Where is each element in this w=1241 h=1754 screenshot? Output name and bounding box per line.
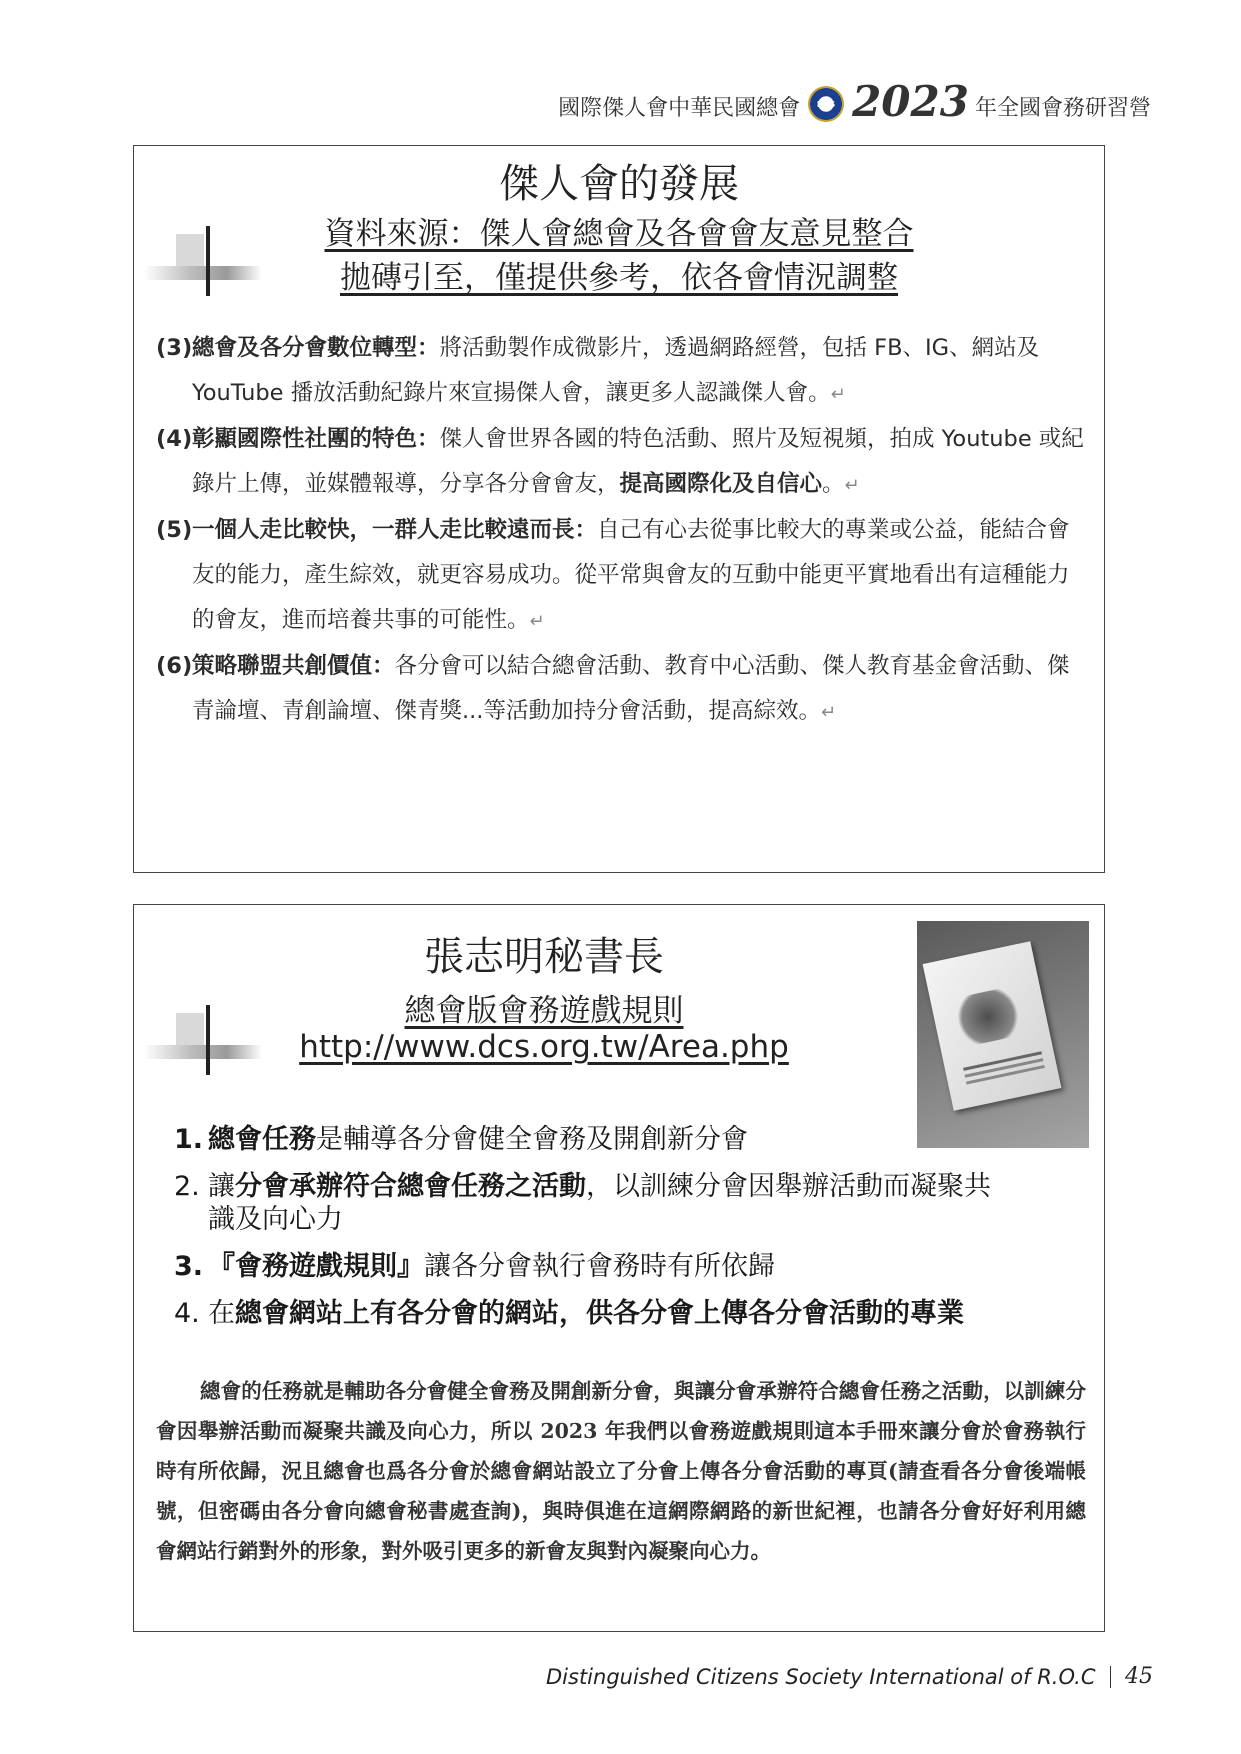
slide-subtitle-source: 資料來源：傑人會總會及各會會友意見整合 (324, 216, 914, 252)
list-item (156, 508, 1086, 644)
list-item (174, 1170, 994, 1236)
item-emphasis: 『會務遊戲規則』 (208, 1251, 424, 1282)
slide-rules (133, 904, 1105, 1632)
item-text: 傑人會世界各國的特色活動、照片及短視頻，拍成 Youtube 或紀錄片上傳，並媒體報導，分享各分會會友， (192, 426, 1084, 497)
development-list (156, 326, 1086, 735)
item-tail: 。 (822, 471, 845, 497)
list-item (174, 1297, 994, 1330)
item-text: 自己有心去從事比較大的專業或公益，能結合會友的能力，產生綜效，就更容易成功。從平常與會友的互動中能更平實地看出有這種能力的會友，進而培養共事的可能性。 (192, 517, 1070, 633)
header-org-name: 國際傑人會中華民國總會 (558, 96, 801, 121)
item-number: 3. (174, 1251, 204, 1282)
rules-paragraph: 總會的任務就是輔助各分會健全會務及開創新分會，與讓分會承辦符合總會任務之活動，以訓練分會因舉辦活動而凝聚共識及向心力，所以 2023 年我們以會務遊戲規則這本手冊來讓分會於會務執行時有所依歸，況且總會也爲各分會於總會網站設立了分會上傳各分會活動的專頁(請查看各分會後端帳號，但密碼由各分會向總會秘書處查詢)，與時俱進在這網際網路的新世紀裡，也請各分會好好利用總會網站行銷對外的形象，對外吸引更多的新會友與對內凝聚向心力。 (156, 1379, 1086, 1563)
item-number: 4. (174, 1298, 200, 1329)
list-item (174, 1123, 994, 1156)
dcs-logo-icon (808, 86, 844, 122)
item-emphasis: 分會承辦符合總會任務之活動 (235, 1171, 586, 1202)
item-text: ，以訓練分會因舉辦活動而凝聚共識及向心力 (208, 1171, 991, 1235)
item-number: (5) (156, 517, 193, 543)
item-text: 讓 (208, 1171, 235, 1202)
item-text: 各分會可以結合總會活動、教育中心活動、傑人教育基金會活動、傑青論壇、青創論壇、傑青獎...等活動加持分會活動，提高綜效。 (192, 653, 1070, 724)
item-number: 1. (174, 1124, 204, 1155)
item-emphasis: 總會網站上有各分會的網站，供各分會上傳各分會活動的專業 (235, 1298, 964, 1329)
slide-title: 張志明秘書長 (424, 934, 664, 980)
item-number: (4) (156, 426, 193, 452)
item-emphasis: 提高國際化及自信心 (619, 471, 823, 497)
return-mark-icon: ↵ (820, 702, 837, 723)
footer-org-name: Distinguished Citizens Society International of R.O.C (546, 1664, 1096, 1689)
return-mark-icon: ↵ (844, 475, 860, 496)
item-emphasis: 總會任務 (208, 1124, 316, 1155)
logo-text: DCS (816, 99, 836, 109)
list-item (156, 326, 1086, 417)
page-number: 45 (1125, 1664, 1153, 1689)
return-mark-icon: ↵ (830, 384, 846, 405)
slide-subtitle-url: http://www.dcs.org.tw/Area.php (299, 1029, 789, 1065)
slide-title: 傑人會的發展 (499, 161, 739, 207)
item-text: 在 (208, 1298, 235, 1329)
item-text: 讓各分會執行會務時有所依歸 (424, 1251, 775, 1282)
item-number: (3) (156, 335, 193, 361)
return-mark-icon: ↵ (529, 611, 545, 632)
footer-divider (1110, 1666, 1112, 1688)
page-header (558, 78, 1151, 124)
list-item (156, 644, 1086, 735)
list-item (156, 417, 1086, 508)
item-text: 將活動製作成微影片，透過網路經營，包括 FB、IG、網站及 YouTube 播放活動紀錄片來宣揚傑人會，讓更多人認識傑人會。 (192, 335, 1040, 406)
slide-subtitle-note: 拋磚引至，僅提供參考，依各會情況調整 (340, 260, 898, 296)
rules-list (174, 1123, 994, 1344)
page-footer (546, 1664, 1153, 1689)
header-year: 2023 (852, 77, 969, 126)
list-item (174, 1250, 994, 1283)
header-camp-title: 年全國會務研習營 (974, 96, 1151, 121)
item-heading: 總會及各分會數位轉型： (192, 335, 440, 361)
slide-subtitle-rules: 總會版會務遊戲規則 (404, 993, 684, 1029)
item-heading: 一個人走比較快，一群人走比較遠而長： (192, 517, 598, 543)
slide-development (133, 145, 1105, 873)
item-text: 是輔導各分會健全會務及開創新分會 (316, 1124, 748, 1155)
item-number: (6) (156, 653, 193, 679)
item-heading: 彰顯國際性社團的特色： (192, 426, 440, 452)
item-number: 2. (174, 1171, 200, 1202)
item-heading: 策略聯盟共創價值： (192, 653, 395, 679)
